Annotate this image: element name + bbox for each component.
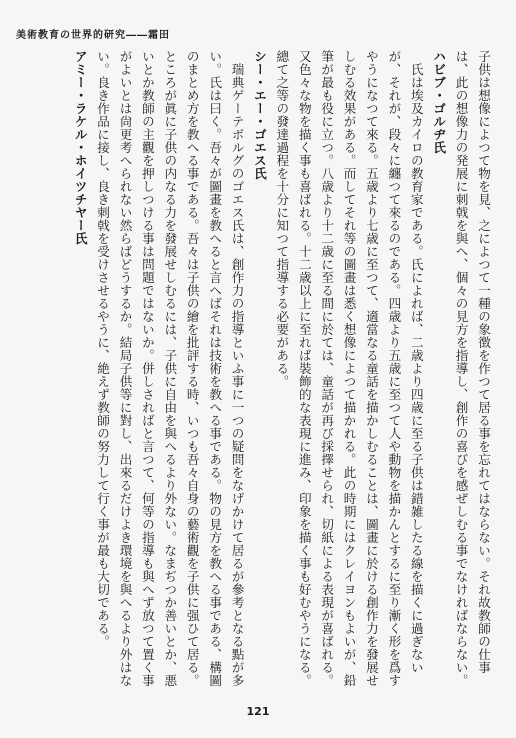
section-heading-amy-rachel-whitcher: アミー・ラケル・ホイツチヤー氏 — [72, 50, 88, 245]
paragraph-habib-gorgi: 氏は埃及カイロの教育家である。氏によれば、二歳より四歳に至る子供は錯雑したる線を描くに過ぎないが、それが、段々に纏つて來るのである。四歳より五歳に至つて人や動物を描かんとするに至り漸く形を爲すやうになつて來る。五歳より七歳に至つて、適當なる童話を描かしむることは、圖畫に於ける創作力を發展せしむる效果がある。而してそれ等の圖畫は悉く想像によつて描かれる。此の時期にはクレイヨンもよいが、鉛筆が最も役に立つ。八歳より十二歳に至る間に於ては、童話が再び採擇せられ、切紙による表現が喜ばれる。又色々な物を描く事も喜ばれる。十二歳以上に至れば裝飾的な表現に進み、印象を描く事も好むやうになる。總て之等の發達過程を十分に知つて指導する必要がある。 — [274, 50, 424, 687]
paragraph-goes: 瑞典ゲーテボルグのゴエス氏は、創作力の指導といふ事に一つの疑問をなげかけて居るが參考となる點が多い。氏は曰く。吾々が圖畫を教へると言へばそれは技術を教へる事である。物の見方を教へる事である、構圖のまとめ方を教へる事である。吾々は子供の繪を批評する時、いつも吾々自身の藝術觀を子供に强ひて居る。ところが眞に子供の内なる力を發展せしむるには、子供に自由を與へるより外ない。なまぢつか善いとか、悪いとか教師の主觀を押しつける事は問題ではないか。併しさればと言つて、何等の指導も與へず放つて置く事がよいとは尙更考へられない然らばどうするか。結局子供等に對し、出來るだけよき環境を與へるより外はない。良き作品に接し、良き刺戟を受けさせるやうに、絶えず教師の努力して行く事が最も大切である。 — [95, 50, 245, 687]
section-heading-goes: シー・エー・ゴエス氏 — [251, 50, 267, 180]
intro-paragraph: 子供は想像によつて物を見、之によつて一種の象徴を作つて居る事を忘れてはならない。それ故教師の仕事は、此の想像力の発展に刺戟を與へ、個々の見方を指導し、創作の喜びを感ぜしむる事でなければならない。 — [453, 50, 491, 687]
page-number: 121 — [246, 705, 270, 718]
section-heading-habib-gorgi: ハビブ・ゴルヂ氏 — [431, 50, 447, 154]
vertical-body-text — [16, 50, 494, 690]
running-header: 美術教育の世界的研究――霜田 — [16, 30, 170, 41]
